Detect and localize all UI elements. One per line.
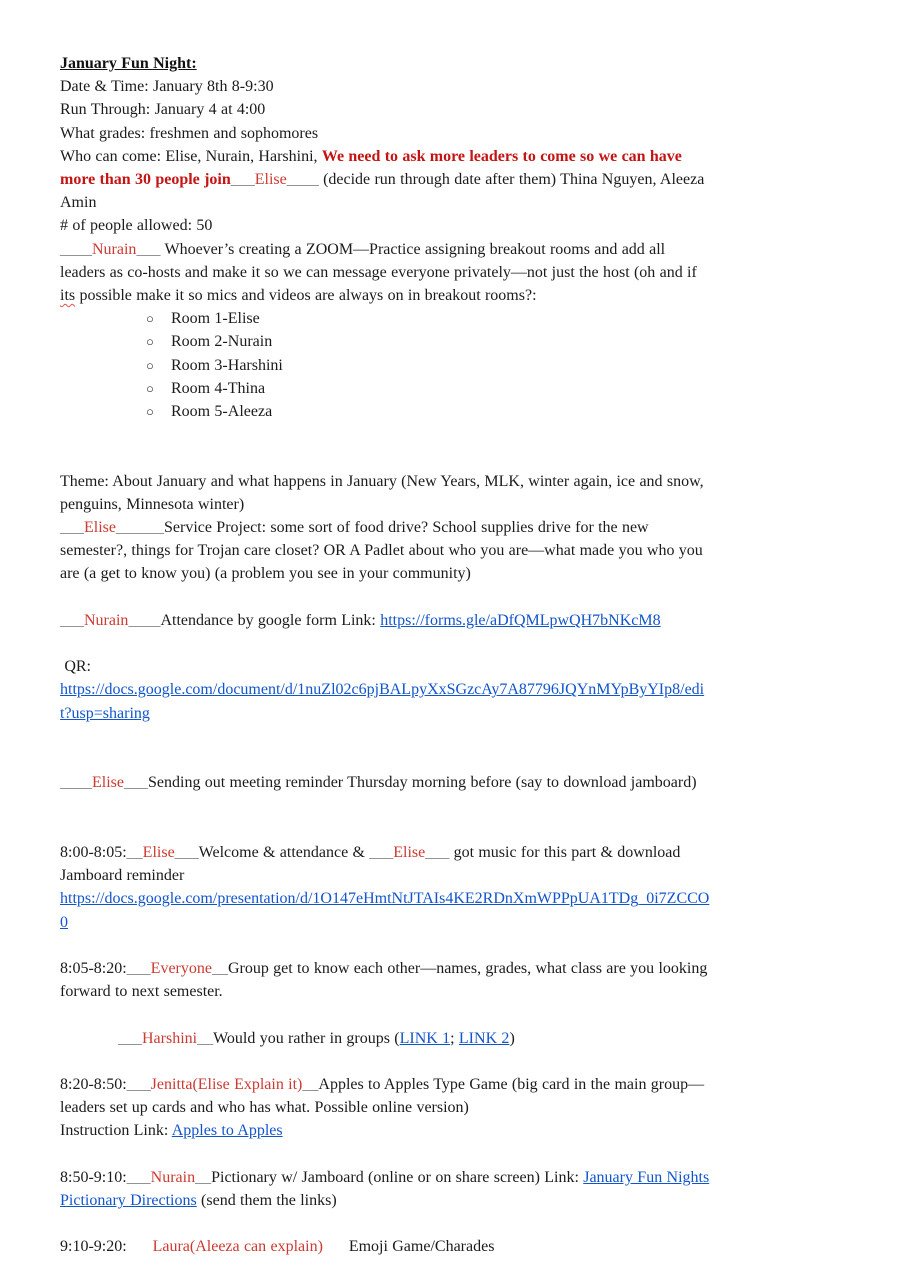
blank-line bbox=[60, 586, 710, 609]
text-run: Room 3-Harshini bbox=[171, 356, 283, 374]
paragraph bbox=[60, 678, 710, 724]
assignee-name: Nurain bbox=[84, 611, 129, 629]
underscore-blank: __ bbox=[126, 843, 143, 861]
underscore-blank: ___ bbox=[118, 1029, 142, 1047]
text-run: Run Through: January 4 at 4:00 bbox=[60, 101, 266, 119]
text-run: Service Project: some sort of food drive? School supplies drive for the new semester?, things for Trojan care closet? OR A Padlet about who you are—what made you who you are (a get to know you) (a problem you see in your community) bbox=[60, 519, 703, 583]
blank-line bbox=[60, 748, 710, 771]
doc-title: January Fun Night: bbox=[60, 55, 197, 72]
text-run: Group get to know each other—names, grades, what class are you looking forward to next semester. bbox=[60, 959, 708, 1001]
text-run: 8:05-8:20: bbox=[60, 959, 127, 977]
text-run: Room 1-Elise bbox=[171, 310, 260, 328]
paragraph bbox=[60, 52, 710, 75]
text-run: 8:20-8:50: bbox=[60, 1075, 127, 1093]
paragraph bbox=[60, 887, 710, 933]
text-run: Attendance by google form Link: bbox=[160, 611, 381, 629]
underscore-blank: ___ bbox=[126, 1075, 151, 1093]
assignee-name: Elise bbox=[142, 843, 175, 861]
blank-line bbox=[60, 446, 710, 469]
paragraph bbox=[60, 75, 710, 98]
blank-line bbox=[60, 632, 710, 655]
assignee-name: Harshini bbox=[142, 1029, 198, 1047]
text-run: 8:50-9:10: bbox=[60, 1168, 127, 1186]
text-run: ) bbox=[509, 1029, 515, 1047]
text-run: ; bbox=[450, 1029, 459, 1047]
paragraph bbox=[60, 98, 710, 121]
text-run: Who can come: Elise, Nurain, Harshini, bbox=[60, 147, 322, 165]
paragraph bbox=[60, 470, 710, 516]
blank-line bbox=[60, 1212, 710, 1235]
assignee-name: Elise bbox=[84, 519, 116, 537]
assignee-name: Nurain bbox=[150, 1168, 196, 1186]
bullet-icon: ○ bbox=[146, 380, 154, 396]
bullet-item bbox=[60, 354, 710, 377]
hyperlink[interactable]: LINK 1 bbox=[399, 1029, 451, 1047]
blank-line bbox=[60, 1050, 710, 1073]
hyperlink[interactable]: https://docs.google.com/presentation/d/1O147eHmtNtJTAIs4KE2RDnXmWPPpUA1TDg_0i7ZCCO0 bbox=[60, 890, 710, 931]
underscore-blank: ___ bbox=[425, 843, 450, 861]
hyperlink[interactable]: January Fun Nights Pictionary Directions bbox=[60, 1168, 710, 1209]
text-run bbox=[127, 1238, 153, 1255]
text-run: (decide run through date after them) Thina Nguyen, Aleeza Amin bbox=[60, 171, 705, 212]
text-run: possible make it so mics and videos are always on in breakout rooms?: bbox=[75, 287, 537, 305]
paragraph bbox=[118, 1027, 710, 1050]
text-run: Whoever’s creating a ZOOM—Practice assigning breakout rooms and add all leaders as co-hosts and make it so we can message everyone privately—not just the host (oh and if bbox=[60, 240, 697, 281]
alert-text: We need to ask more leaders to come so we can have more than 30 people join bbox=[60, 147, 682, 189]
blank-line bbox=[60, 934, 710, 957]
bullet-icon: ○ bbox=[146, 334, 154, 350]
hyperlink[interactable]: LINK 2 bbox=[458, 1029, 510, 1047]
text-run bbox=[323, 1238, 349, 1255]
text-run: Room 4-Thina bbox=[171, 379, 266, 397]
underscore-blank: ___ bbox=[60, 611, 84, 629]
paragraph bbox=[60, 655, 710, 678]
assignee-name: Jenitta(Elise Explain it) bbox=[150, 1075, 303, 1093]
hyperlink[interactable]: https://docs.google.com/document/d/1nuZl02c6pjBALpyXxSGzcAy7A87796JQYnMYpByYIp8/edit?usp=sharing bbox=[60, 681, 705, 722]
text-run: # of people allowed: 50 bbox=[60, 217, 213, 235]
bullet-item bbox=[60, 330, 710, 353]
underscore-blank: ___ bbox=[136, 240, 161, 258]
underscore-blank: ___ bbox=[369, 843, 394, 861]
blank-line bbox=[60, 725, 710, 748]
text-run: Apples to Apples Type Game (big card in the main group—leaders set up cards and who has what. Possible online version) bbox=[60, 1075, 705, 1117]
text-run: Theme: About January and what happens in January (New Years, MLK, winter again, ice and snow, penguins, Minnesota winter) bbox=[60, 472, 704, 513]
underscore-blank: __ bbox=[195, 1168, 212, 1186]
underscore-blank: ___ bbox=[60, 519, 84, 537]
bullet-icon: ○ bbox=[146, 311, 154, 327]
text-run: 8:00-8:05: bbox=[60, 843, 127, 861]
text-run: (send them the links) bbox=[196, 1191, 337, 1209]
paragraph bbox=[60, 609, 710, 632]
text-run: Sending out meeting reminder Thursday morning before (say to download jamboard) bbox=[148, 774, 697, 792]
underscore-blank: __ bbox=[211, 959, 228, 977]
text-run: QR: bbox=[60, 658, 91, 676]
blank-line bbox=[60, 795, 710, 818]
underscore-blank: ____ bbox=[128, 611, 161, 629]
bullet-item bbox=[60, 307, 710, 330]
paragraph bbox=[60, 516, 710, 586]
assignee-name: Elise bbox=[254, 171, 287, 189]
paragraph bbox=[60, 1166, 710, 1212]
assignee-name: Everyone bbox=[150, 959, 212, 977]
underscore-blank: ___ bbox=[126, 1168, 151, 1186]
paragraph bbox=[60, 145, 710, 215]
underscore-blank: ___ bbox=[126, 959, 151, 977]
text-run: Room 5-Aleeza bbox=[171, 403, 273, 421]
underscore-blank: ___ bbox=[230, 171, 255, 189]
paragraph bbox=[60, 841, 710, 887]
underscore-blank: __ bbox=[302, 1075, 319, 1093]
paragraph bbox=[60, 1235, 710, 1258]
underscore-blank: ___ bbox=[174, 843, 199, 861]
assignee-name: Elise bbox=[393, 843, 426, 861]
bullet-item bbox=[60, 377, 710, 400]
underscore-blank: ___ bbox=[124, 774, 148, 792]
text-run: Instruction Link: bbox=[60, 1122, 172, 1140]
blank-line bbox=[60, 423, 710, 446]
paragraph bbox=[60, 771, 710, 794]
bullet-icon: ○ bbox=[146, 357, 154, 373]
text-run: Pictionary w/ Jamboard (online or on share screen) Link: bbox=[211, 1168, 584, 1186]
hyperlink[interactable]: Apples to Apples bbox=[171, 1122, 283, 1140]
paragraph bbox=[60, 122, 710, 145]
text-run: Date & Time: January 8th 8-9:30 bbox=[60, 78, 274, 96]
bullet-item bbox=[60, 400, 710, 423]
text-run: Room 2-Nurain bbox=[171, 333, 273, 351]
text-run: Emoji Game/Charades bbox=[348, 1238, 495, 1256]
underscore-blank: ____ bbox=[60, 240, 92, 258]
blank-line bbox=[60, 1143, 710, 1166]
paragraph bbox=[60, 957, 710, 1003]
hyperlink[interactable]: https://forms.gle/aDfQMLpwQH7bNKcM8 bbox=[380, 611, 661, 629]
paragraph bbox=[60, 1119, 710, 1142]
underscore-blank: ____ bbox=[286, 171, 319, 189]
underscore-blank: ____ bbox=[60, 774, 92, 792]
text-run: Would you rather in groups ( bbox=[213, 1029, 400, 1047]
assignee-name: Elise bbox=[92, 774, 124, 792]
paragraph bbox=[60, 1073, 710, 1119]
text-run: Welcome & attendance & bbox=[198, 843, 370, 861]
blank-line bbox=[60, 1003, 710, 1026]
assignee-name: Laura(Aleeza can explain) bbox=[152, 1238, 323, 1256]
text-run: 9:10-9:20: bbox=[60, 1238, 127, 1256]
misspelled-word: its bbox=[60, 287, 76, 305]
underscore-blank: __ bbox=[197, 1029, 214, 1047]
text-run: got music for this part & download Jamboard reminder bbox=[60, 843, 681, 885]
blank-line bbox=[60, 818, 710, 841]
text-run: What grades: freshmen and sophomores bbox=[60, 124, 319, 142]
paragraph bbox=[60, 214, 710, 237]
paragraph bbox=[60, 238, 710, 308]
bullet-icon: ○ bbox=[146, 404, 154, 420]
underscore-blank: ______ bbox=[116, 519, 164, 537]
assignee-name: Nurain bbox=[92, 240, 137, 258]
